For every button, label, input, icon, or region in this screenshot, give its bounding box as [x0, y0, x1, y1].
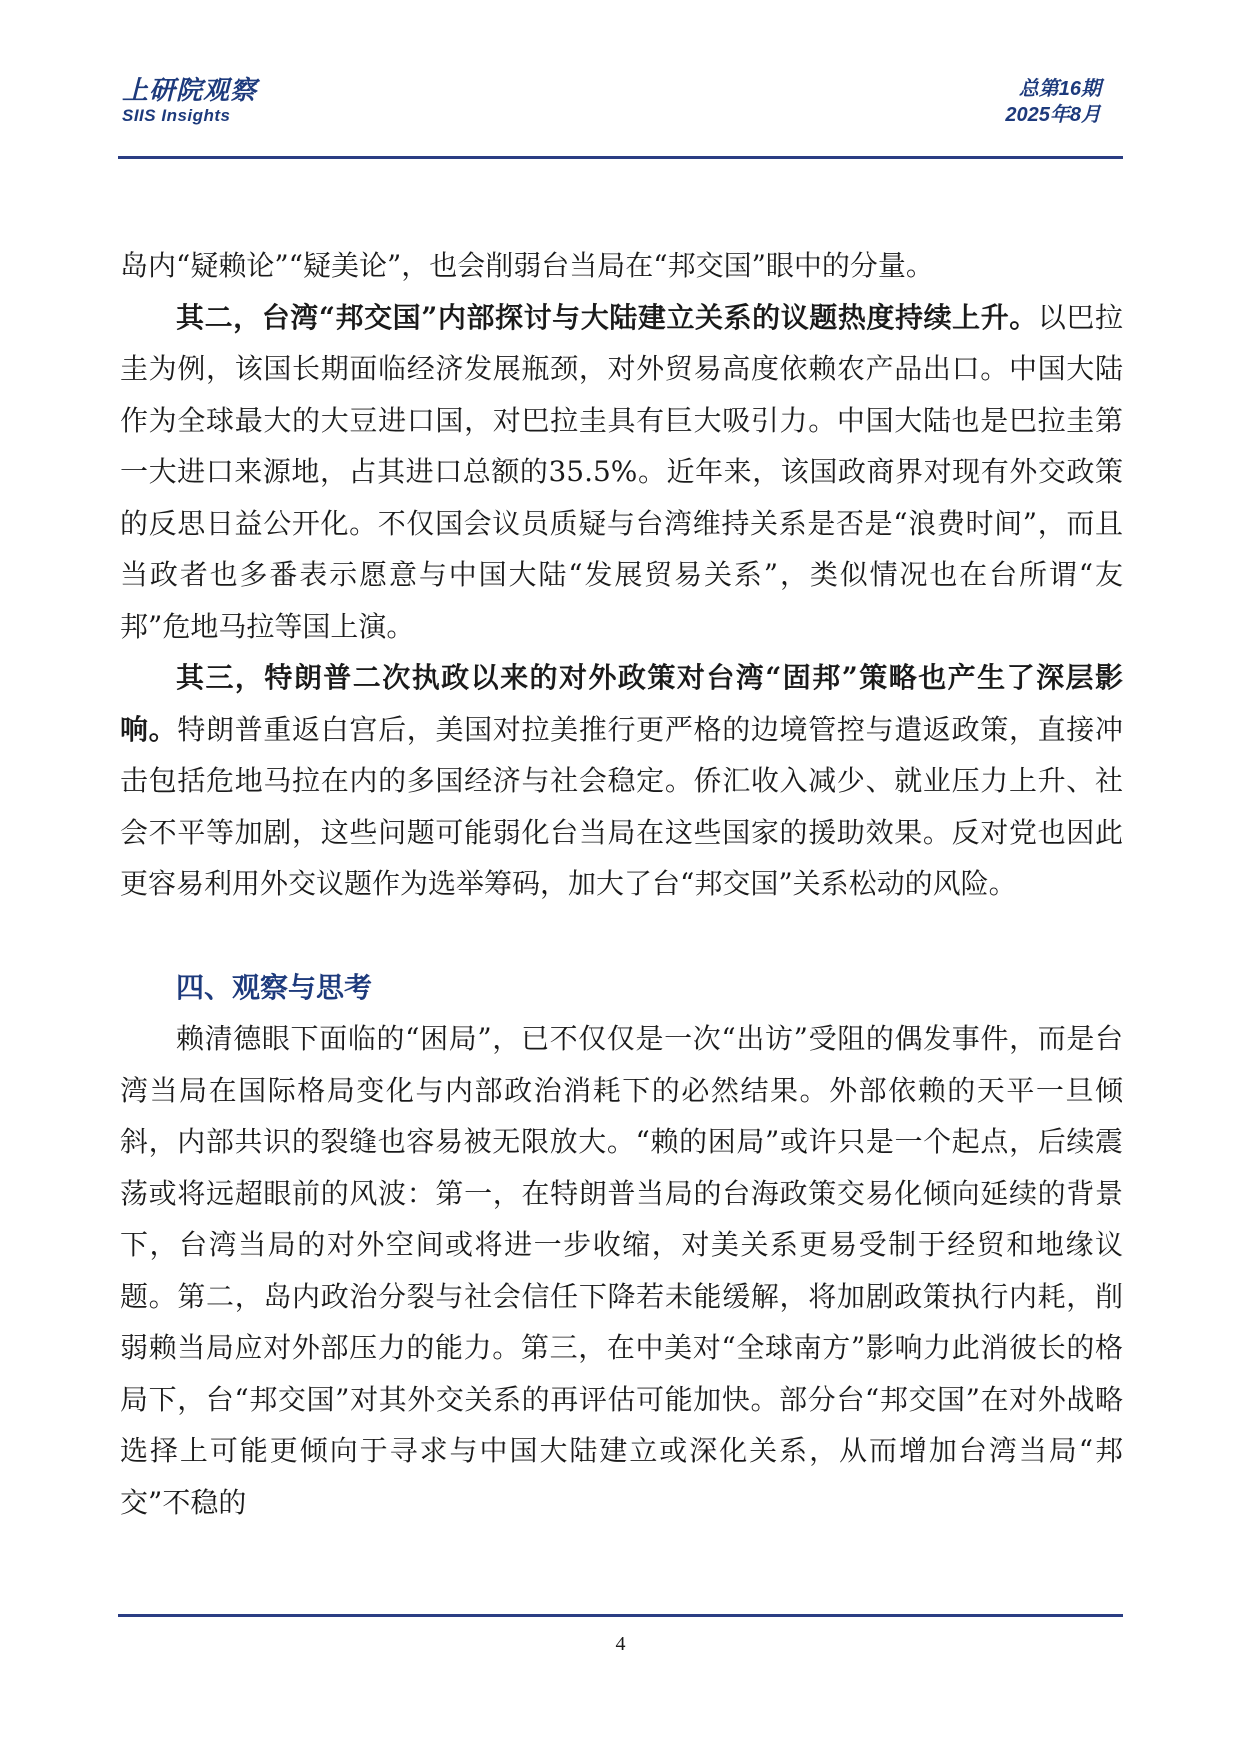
logo-chinese: 上研院观察: [122, 76, 258, 106]
paragraph-observation: 赖清德眼下面临的“困局”，已不仅仅是一次“出访”受阻的偶发事件，而是台湾当局在国际格局变化与内部政治消耗下的必然结果。外部依赖的天平一旦倾斜，内部共识的裂缝也容易被无限放大。“赖的困局”或许只是一个起点，后续震荡或将远超眼前的风波：第一，在特朗普当局的台海政策交易化倾向延续的背景下，台湾当局的对外空间或将进一步收缩，对美关系更易受制于经贸和地缘议题。第二，岛内政治分裂与社会信任下降若未能缓解，将加剧政策执行内耗，削弱赖当局应对外部压力的能力。第三，在中美对“全球南方”影响力此消彼长的格局下，台“邦交国”对其外交关系的再评估可能加快。部分台“邦交国”在对外战略选择上可能更倾向于寻求与中国大陆建立或深化关系，从而增加台湾当局“邦交”不稳的: [120, 1022, 1123, 1519]
paragraph-point-two: [120, 292, 1123, 653]
logo-english: SIIS Insights: [122, 106, 231, 125]
issue-date: 2025年8月: [1005, 104, 1101, 126]
paragraph-point-three: [120, 652, 1123, 910]
section-spacer: [120, 910, 1123, 962]
issue-info: [1005, 76, 1101, 128]
page-number: 4: [615, 1633, 626, 1655]
section-heading: 四、观察与思考: [176, 970, 373, 1004]
footer-divider: [118, 1614, 1123, 1617]
point-two-lead: 其二，台湾“邦交国”内部探讨与大陆建立关系的议题热度持续上升。: [176, 300, 1038, 334]
point-three-lead: 其三，特朗普二次执政以来的对外政策对台湾“固邦”策略也产生了深层影响。: [120, 661, 1123, 746]
point-two-text: 以巴拉圭为例，该国长期面临经济发展瓶颈，对外贸易高度依赖农产品出口。中国大陆作为全球最大的大豆进口国，对巴拉圭具有巨大吸引力。中国大陆也是巴拉圭第一大进口来源地，占其进口总额的35.5%。近年来，该国政商界对现有外交政策的反思日益公开化。不仅国会议员质疑与台湾维持关系是否是“浪费时间”，而且当政者也多番表示愿意与中国大陆“发展贸易关系”，类似情况也在台所谓“友邦”危地马拉等国上演。: [120, 300, 1123, 643]
header-divider: [118, 156, 1123, 159]
point-three-text: 特朗普重返白宫后，美国对拉美推行更严格的边境管控与遣返政策，直接冲击包括危地马拉在内的多国经济与社会稳定。侨汇收入减少、就业压力上升、社会不平等加剧，这些问题可能弱化台当局在这些国家的援助效果。反对党也因此更容易利用外交议题作为选举筹码，加大了台“邦交国”关系松动的风险。: [120, 712, 1123, 900]
paragraph-continuation: 岛内“疑赖论”“疑美论”，也会削弱台当局在“邦交国”眼中的分量。: [120, 249, 934, 282]
header-logo: [122, 76, 257, 126]
article-body: [120, 240, 1123, 1528]
issue-number: 总第16期: [1018, 78, 1101, 100]
